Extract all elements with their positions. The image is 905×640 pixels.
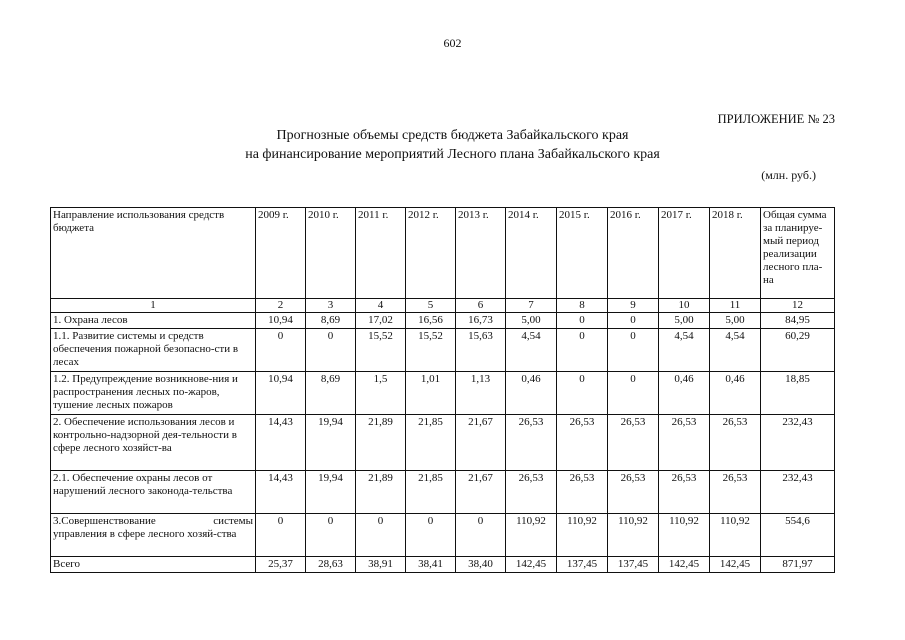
row-total: 232,43 [761,471,835,514]
header-year: 2014 г. [506,208,557,299]
cell-value: 0,46 [506,372,557,415]
cell-value: 0 [557,313,608,329]
cell-value: 26,53 [506,471,557,514]
cell-value: 0 [557,372,608,415]
cell-value: 110,92 [710,514,761,557]
cell-value: 0 [456,514,506,557]
cell-value: 16,56 [406,313,456,329]
document-title [0,126,905,164]
column-number: 6 [456,299,506,313]
cell-value: 0 [557,329,608,372]
header-direction: Направление использования средств бюджета [51,208,256,299]
cell-value: 0 [608,329,659,372]
cell-value: 21,67 [456,415,506,471]
row-total: 84,95 [761,313,835,329]
cell-value: 1,13 [456,372,506,415]
budget-table [50,207,835,573]
cell-value: 14,43 [256,415,306,471]
cell-value: 4,54 [710,329,761,372]
cell-value: 110,92 [608,514,659,557]
cell-value: 26,53 [659,415,710,471]
cell-value: 21,85 [406,471,456,514]
units-label: (млн. руб.) [761,168,816,182]
column-number: 12 [761,299,835,313]
cell-value: 110,92 [506,514,557,557]
cell-value: 5,00 [506,313,557,329]
table-header-row [51,208,835,299]
header-year: 2011 г. [356,208,406,299]
cell-value: 5,00 [710,313,761,329]
cell-value: 25,37 [256,557,306,573]
header-year: 2018 г. [710,208,761,299]
row-total: 18,85 [761,372,835,415]
cell-value: 26,53 [608,471,659,514]
column-number: 4 [356,299,406,313]
cell-value: 0 [306,514,356,557]
cell-value: 16,73 [456,313,506,329]
row-total: 60,29 [761,329,835,372]
column-number-row [51,299,835,313]
header-year: 2017 г. [659,208,710,299]
header-year: 2016 г. [608,208,659,299]
table-row-total [51,557,835,573]
cell-value: 28,63 [306,557,356,573]
cell-value: 4,54 [506,329,557,372]
row-label: 1. Охрана лесов [51,313,256,329]
header-year: 2012 г. [406,208,456,299]
title-line-1: Прогнозные объемы средств бюджета Забайкальского края [276,128,629,143]
header-total: Общая сумма за планируе-мый период реализации лесного пла-на [761,208,835,299]
cell-value: 110,92 [557,514,608,557]
cell-value: 26,53 [557,471,608,514]
cell-value: 8,69 [306,372,356,415]
column-number: 5 [406,299,456,313]
column-number: 8 [557,299,608,313]
cell-value: 4,54 [659,329,710,372]
cell-value: 0 [608,372,659,415]
cell-value: 17,02 [356,313,406,329]
column-number: 2 [256,299,306,313]
row-label: 1.2. Предупреждение возникнове-ния и распространения лесных по-жаров, тушение лесных пожаров [51,372,256,415]
cell-value: 38,40 [456,557,506,573]
cell-value: 0 [306,329,356,372]
column-number: 7 [506,299,557,313]
cell-value: 26,53 [659,471,710,514]
table-row [51,313,835,329]
cell-value: 19,94 [306,415,356,471]
cell-value: 21,85 [406,415,456,471]
row-label: 2. Обеспечение использования лесов и контрольно-надзорной дея-тельности в сфере лесного хозяйст-ва [51,415,256,471]
cell-value: 110,92 [659,514,710,557]
cell-value: 0 [608,313,659,329]
cell-value: 142,45 [710,557,761,573]
cell-value: 38,91 [356,557,406,573]
cell-value: 142,45 [659,557,710,573]
header-year: 2013 г. [456,208,506,299]
cell-value: 0 [356,514,406,557]
cell-value: 15,52 [406,329,456,372]
row-total: 232,43 [761,415,835,471]
cell-value: 21,89 [356,415,406,471]
cell-value: 142,45 [506,557,557,573]
cell-value: 15,52 [356,329,406,372]
cell-value: 0,46 [710,372,761,415]
row-total: 871,97 [761,557,835,573]
cell-value: 19,94 [306,471,356,514]
cell-value: 21,67 [456,471,506,514]
cell-value: 5,00 [659,313,710,329]
cell-value: 26,53 [608,415,659,471]
cell-value: 15,63 [456,329,506,372]
table-row [51,372,835,415]
column-number: 3 [306,299,356,313]
row-label: 2.1. Обеспечение охраны лесов от нарушений лесного законода-тельства [51,471,256,514]
title-line-2: на финансирование мероприятий Лесного плана Забайкальского края [245,147,660,162]
cell-value: 8,69 [306,313,356,329]
cell-value: 10,94 [256,372,306,415]
column-number: 10 [659,299,710,313]
cell-value: 0 [406,514,456,557]
cell-value: 0 [256,514,306,557]
header-year: 2010 г. [306,208,356,299]
cell-value: 21,89 [356,471,406,514]
cell-value: 38,41 [406,557,456,573]
row-label: 3.Совершенствование системы управления в сфере лесного хозяй-ства [51,514,256,557]
cell-value: 26,53 [557,415,608,471]
cell-value: 14,43 [256,471,306,514]
table-row [51,329,835,372]
cell-value: 26,53 [710,471,761,514]
table-row [51,471,835,514]
appendix-label: ПРИЛОЖЕНИЕ № 23 [717,112,835,126]
row-label: Всего [51,557,256,573]
page-number: 602 [443,36,462,50]
column-number: 1 [51,299,256,313]
cell-value: 26,53 [506,415,557,471]
cell-value: 26,53 [710,415,761,471]
cell-value: 1,01 [406,372,456,415]
column-number: 11 [710,299,761,313]
cell-value: 0 [256,329,306,372]
row-total: 554,6 [761,514,835,557]
cell-value: 1,5 [356,372,406,415]
header-year: 2009 г. [256,208,306,299]
table-row [51,514,835,557]
cell-value: 0,46 [659,372,710,415]
row-label: 1.1. Развитие системы и средств обеспечения пожарной безопасно-сти в лесах [51,329,256,372]
column-number: 9 [608,299,659,313]
cell-value: 10,94 [256,313,306,329]
cell-value: 137,45 [557,557,608,573]
table-row [51,415,835,471]
cell-value: 137,45 [608,557,659,573]
header-year: 2015 г. [557,208,608,299]
